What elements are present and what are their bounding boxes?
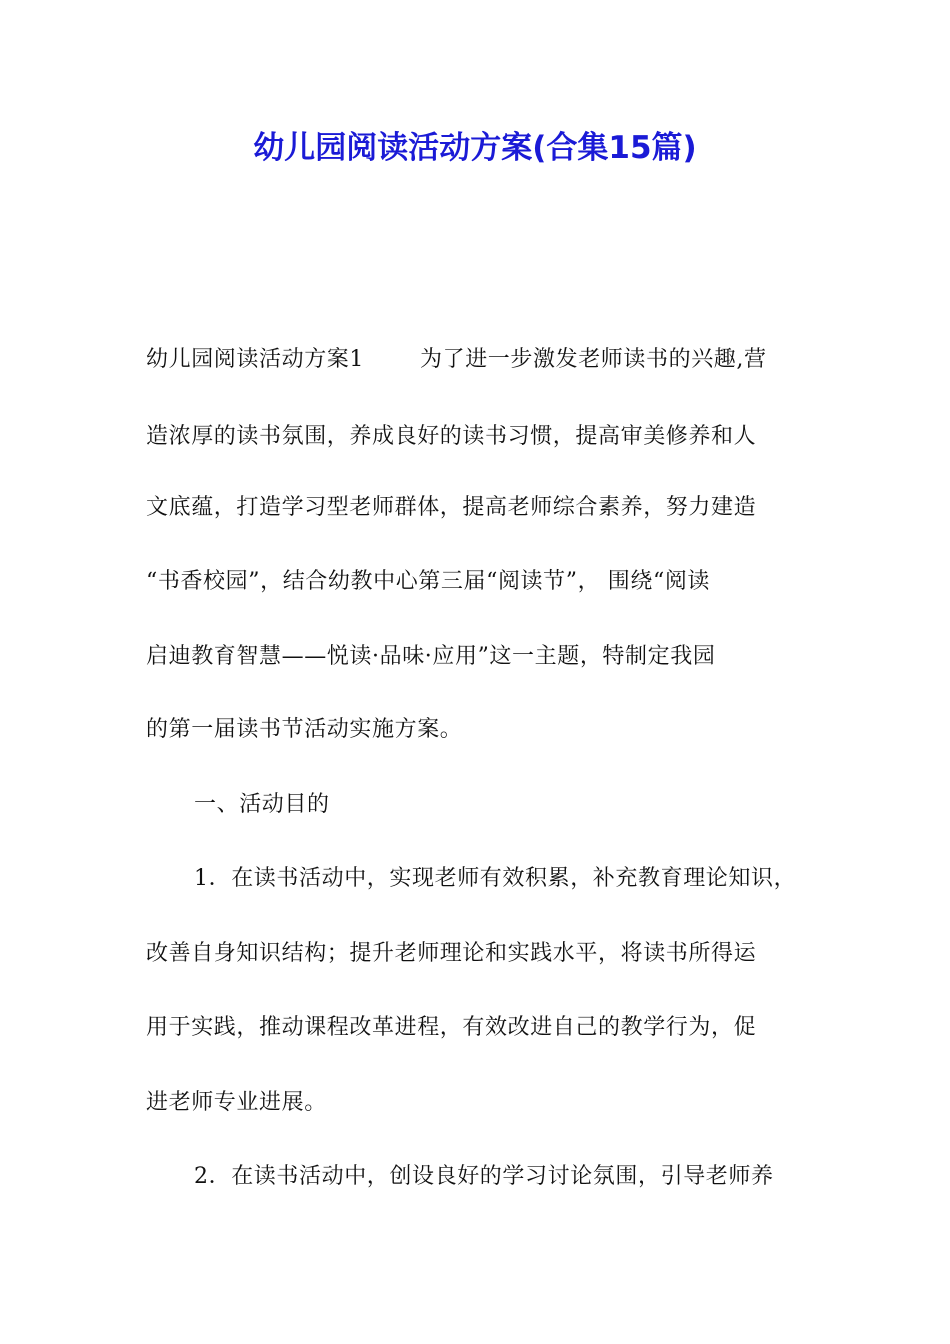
section-heading: 一、活动目的: [194, 792, 330, 817]
paragraph-line: 的第一届读书节活动实施方案。: [146, 717, 463, 742]
paragraph-line: 改善自身知识结构；提升老师理论和实践水平，将读书所得运: [146, 941, 757, 966]
paragraph-line: “书香校园”，结合幼教中心第三届“阅读节”， 围绕“阅读: [146, 569, 711, 594]
paragraph-line: 进老师专业进展。: [146, 1090, 327, 1115]
line-text: 为了进一步激发老师读书的兴趣,营: [420, 347, 767, 372]
paragraph-line: 文底蕴，打造学习型老师群体，提高老师综合素养，努力建造: [146, 495, 757, 520]
paragraph-line: 2．在读书活动中，创设良好的学习讨论氛围，引导老师养: [194, 1164, 774, 1189]
section-heading-inline: 幼儿园阅读活动方案1: [146, 347, 364, 372]
document-title: 幼儿园阅读活动方案(合集15篇): [253, 130, 697, 166]
paragraph-line: 启迪教育智慧——悦读·品味·应用”这一主题，特制定我园: [146, 644, 716, 669]
paragraph-line: 1．在读书活动中，实现老师有效积累，补充教育理论知识，: [194, 866, 797, 891]
paragraph-line: 用于实践，推动课程改革进程，有效改进自己的教学行为，促: [146, 1015, 757, 1040]
paragraph-line: 造浓厚的读书氛围，养成良好的读书习惯，提高审美修养和人: [146, 424, 757, 449]
paragraph-line: [146, 345, 767, 375]
